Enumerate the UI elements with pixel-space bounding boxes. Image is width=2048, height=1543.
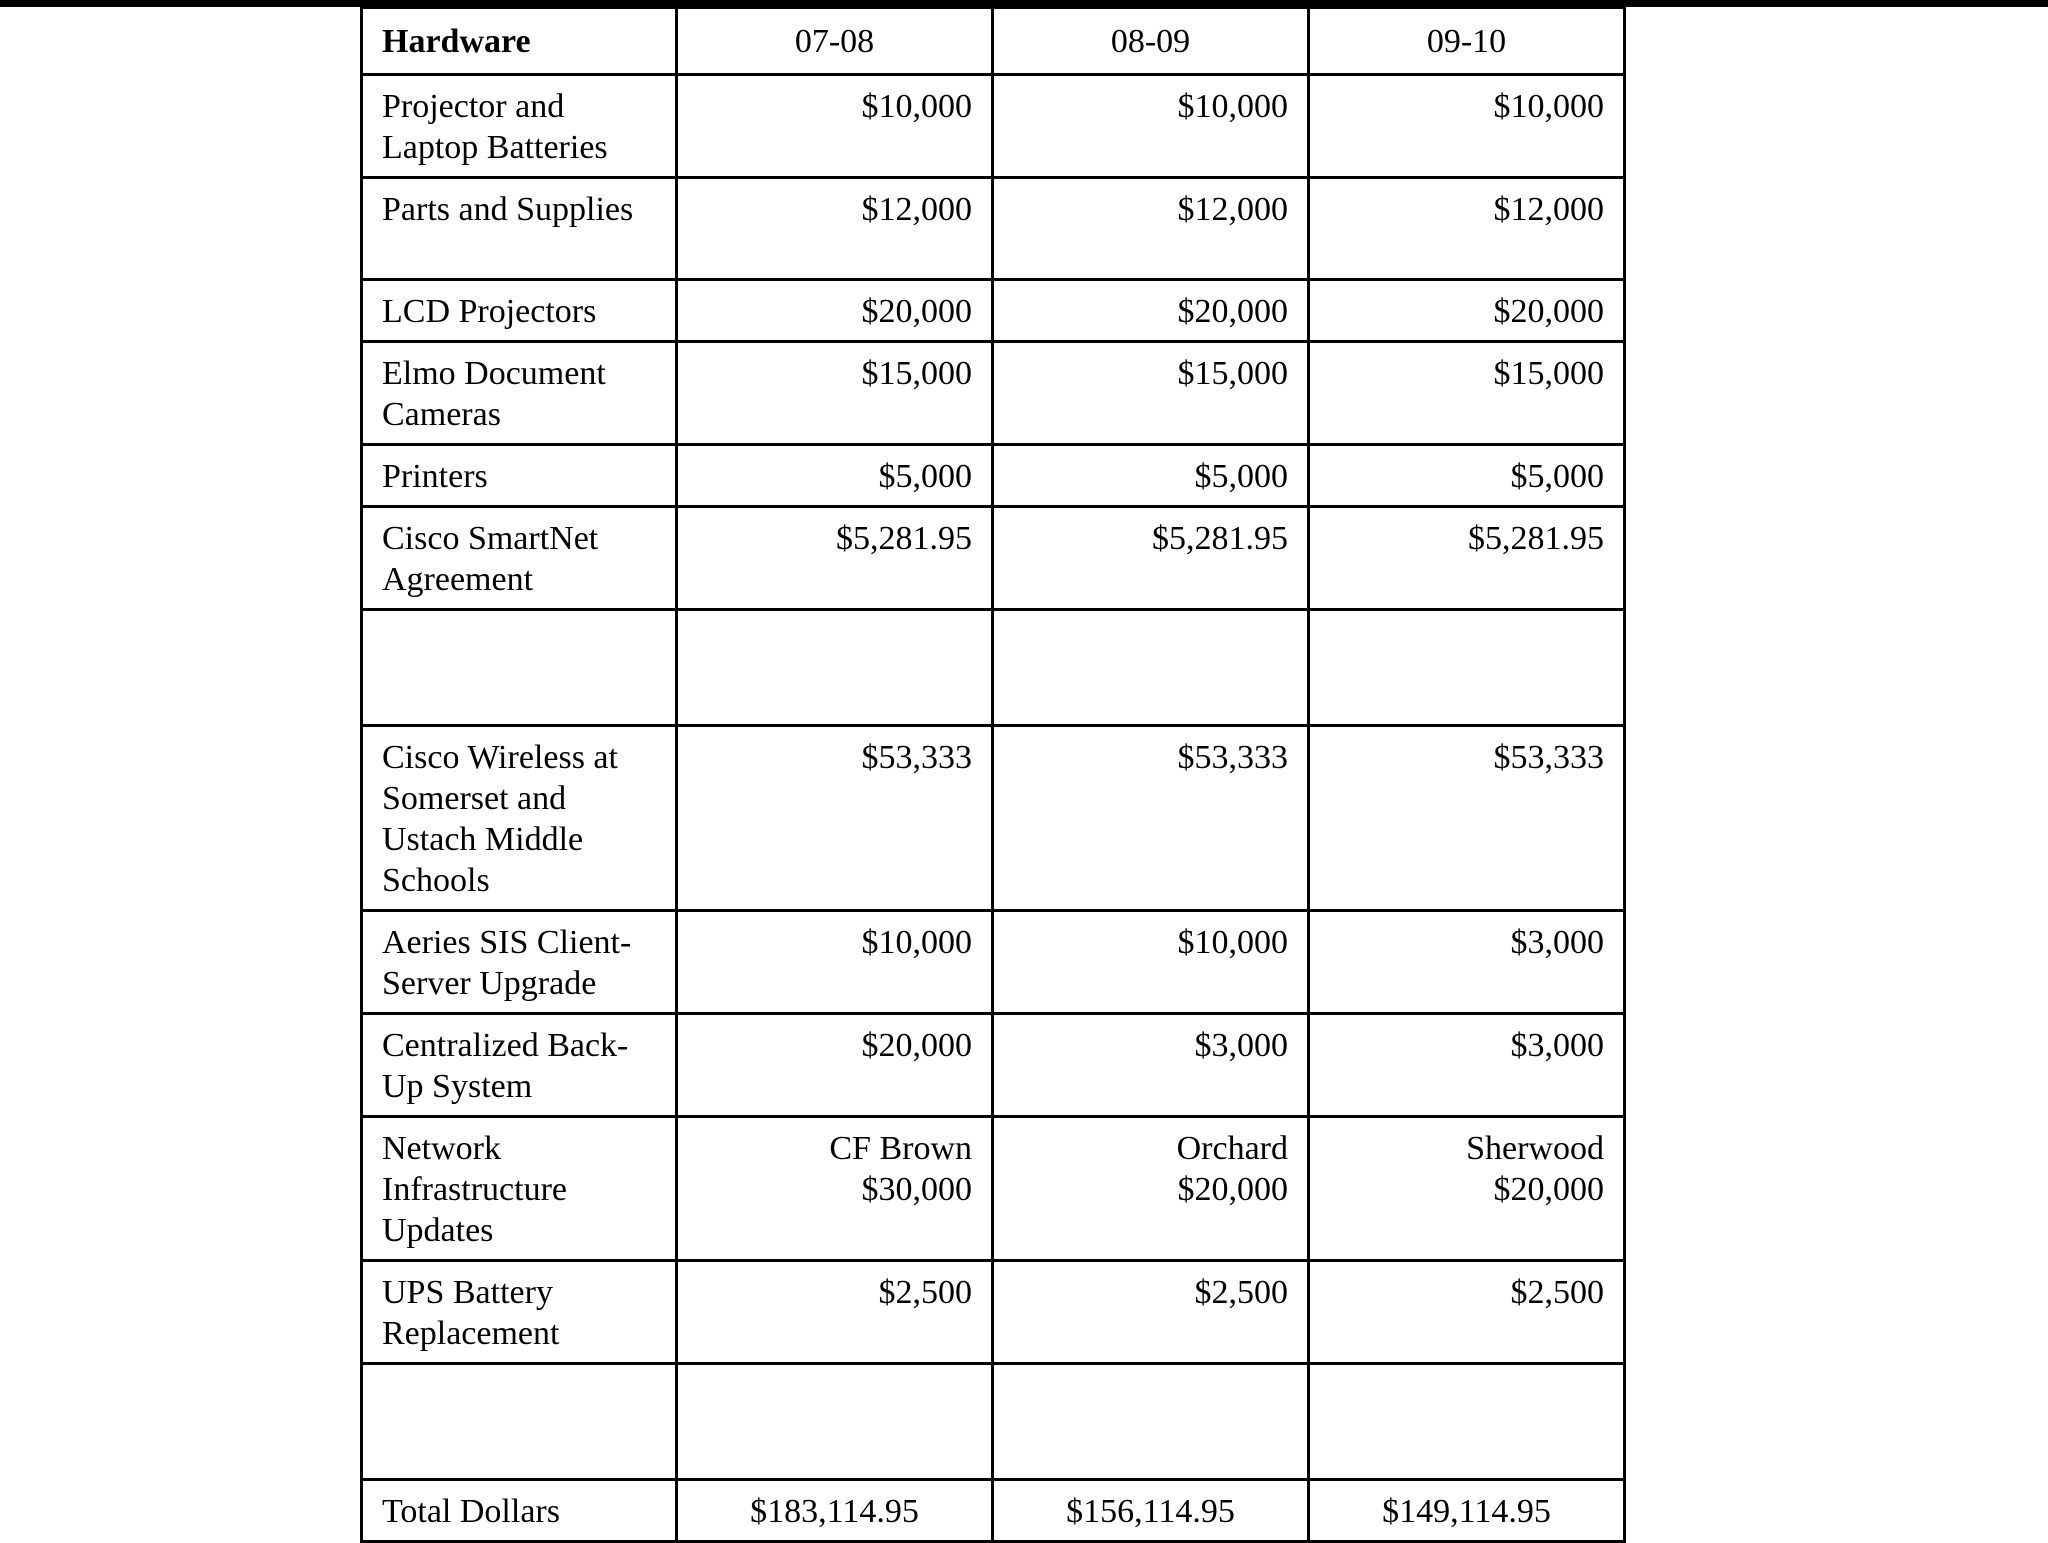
- amount-cell: $20,000: [993, 280, 1309, 342]
- row-label: [362, 1364, 677, 1480]
- amount-cell: $15,000: [1309, 342, 1625, 445]
- amount-cell: $5,000: [1309, 445, 1625, 507]
- header-hardware: Hardware: [362, 8, 677, 75]
- header-row: [362, 8, 1625, 75]
- table-row: [362, 726, 1625, 911]
- amount-cell: [993, 1364, 1309, 1480]
- row-label: LCD Projectors: [362, 280, 677, 342]
- table-row: [362, 1364, 1625, 1480]
- row-label: Aeries SIS Client-Server Upgrade: [362, 911, 677, 1014]
- amount-cell: $3,000: [1309, 1014, 1625, 1117]
- amount-cell: [677, 1364, 993, 1480]
- site-name: Orchard: [1176, 1130, 1288, 1167]
- header-year-07-08: 07-08: [677, 8, 993, 75]
- amount-cell: [677, 610, 993, 726]
- amount-cell: $15,000: [993, 342, 1309, 445]
- amount-cell: $10,000: [677, 75, 993, 178]
- amount-cell: $5,281.95: [993, 507, 1309, 610]
- amount-cell: $20,000: [1309, 280, 1625, 342]
- row-label: Parts and Supplies: [362, 178, 677, 280]
- amount-cell: $10,000: [993, 75, 1309, 178]
- amount-cell: $3,000: [993, 1014, 1309, 1117]
- row-label: Centralized Back-Up System: [362, 1014, 677, 1117]
- row-label: Cisco Wireless at Somerset and Ustach Middle Schools: [362, 726, 677, 911]
- row-label: Network Infrastructure Updates: [362, 1117, 677, 1261]
- row-label: Cisco SmartNet Agreement: [362, 507, 677, 610]
- amount-cell: $3,000: [1309, 911, 1625, 1014]
- table-row: [362, 1014, 1625, 1117]
- table-row: [362, 75, 1625, 178]
- amount-cell: $5,281.95: [1309, 507, 1625, 610]
- table-row: [362, 507, 1625, 610]
- site-amount: $30,000: [861, 1171, 972, 1208]
- table-row: [362, 445, 1625, 507]
- site-amount: $20,000: [1493, 1171, 1604, 1208]
- row-label: Printers: [362, 445, 677, 507]
- table-row: [362, 610, 1625, 726]
- row-label: Elmo Document Cameras: [362, 342, 677, 445]
- amount-cell: $10,000: [1309, 75, 1625, 178]
- row-label: Projector and Laptop Batteries: [362, 75, 677, 178]
- site-name: CF Brown: [829, 1130, 972, 1167]
- amount-cell: $53,333: [1309, 726, 1625, 911]
- table-row: [362, 1261, 1625, 1364]
- amount-cell: $12,000: [1309, 178, 1625, 280]
- table-row: [362, 178, 1625, 280]
- amount-cell: $12,000: [993, 178, 1309, 280]
- amount-cell: [993, 1117, 1309, 1261]
- total-row: [362, 1480, 1625, 1542]
- table-body: [362, 75, 1625, 1542]
- amount-cell: $5,281.95: [677, 507, 993, 610]
- hardware-budget-table: [360, 6, 1626, 1543]
- total-amount-09-10: $149,114.95: [1309, 1480, 1625, 1542]
- total-label: Total Dollars: [362, 1480, 677, 1542]
- amount-cell: $12,000: [677, 178, 993, 280]
- site-name: Sherwood: [1466, 1130, 1604, 1167]
- amount-cell: [1309, 1364, 1625, 1480]
- total-amount-07-08: $183,114.95: [677, 1480, 993, 1542]
- table-row: [362, 1117, 1625, 1261]
- amount-cell: $5,000: [993, 445, 1309, 507]
- header-year-08-09: 08-09: [993, 8, 1309, 75]
- row-label: UPS Battery Replacement: [362, 1261, 677, 1364]
- amount-cell: $20,000: [677, 1014, 993, 1117]
- amount-cell: [993, 610, 1309, 726]
- amount-cell: [1309, 610, 1625, 726]
- amount-cell: $10,000: [993, 911, 1309, 1014]
- table-row: [362, 280, 1625, 342]
- amount-cell: $15,000: [677, 342, 993, 445]
- amount-cell: [677, 1117, 993, 1261]
- amount-cell: $10,000: [677, 911, 993, 1014]
- amount-cell: $2,500: [993, 1261, 1309, 1364]
- site-amount: $20,000: [1177, 1171, 1288, 1208]
- amount-cell: $53,333: [993, 726, 1309, 911]
- total-amount-08-09: $156,114.95: [993, 1480, 1309, 1542]
- table-row: [362, 342, 1625, 445]
- amount-cell: $20,000: [677, 280, 993, 342]
- amount-cell: $2,500: [1309, 1261, 1625, 1364]
- table-header: [362, 8, 1625, 75]
- amount-cell: [1309, 1117, 1625, 1261]
- header-year-09-10: 09-10: [1309, 8, 1625, 75]
- amount-cell: $2,500: [677, 1261, 993, 1364]
- amount-cell: $5,000: [677, 445, 993, 507]
- amount-cell: $53,333: [677, 726, 993, 911]
- row-label: [362, 610, 677, 726]
- table-row: [362, 911, 1625, 1014]
